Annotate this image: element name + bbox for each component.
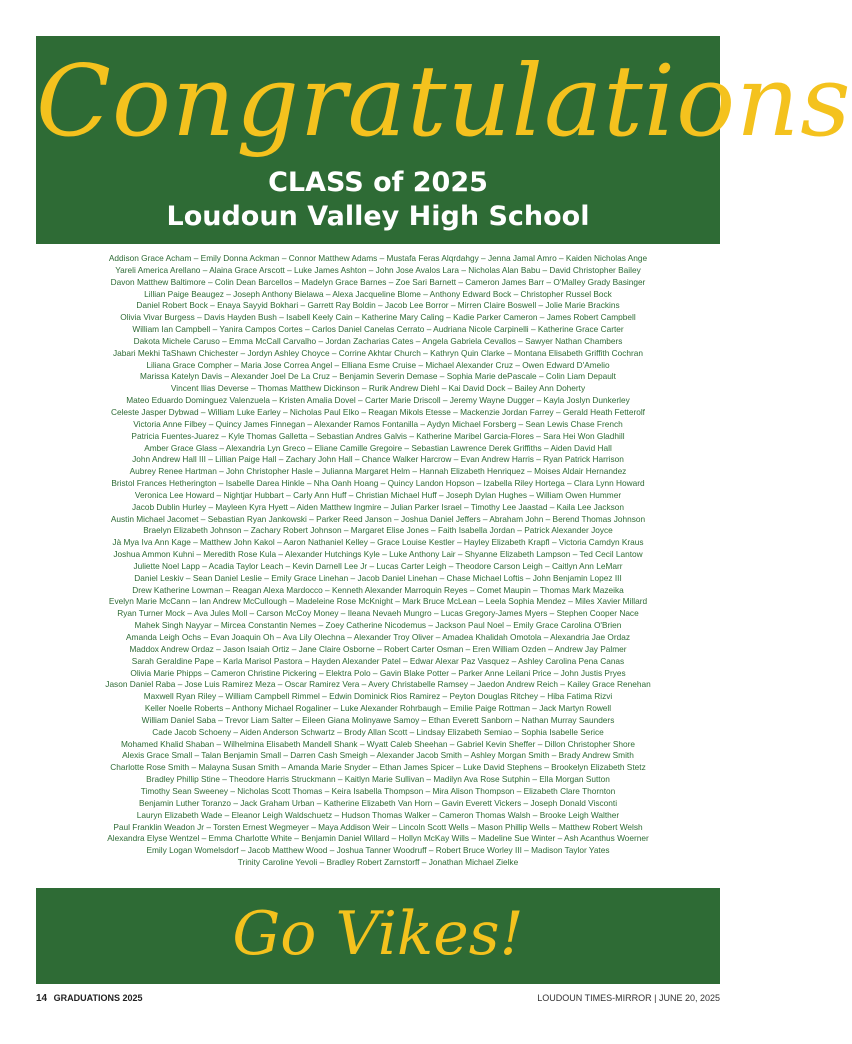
name-line: Jacob Dublin Hurley – Mayleen Kyra Hyett – Aiden Matthew Ingmire – Julian Parker Israel – Timothy Lee Jaastad – Kaila Lee Jackson xyxy=(131,501,625,512)
name-line: Juliette Noel Lapp – Acadia Taylor Leach – Kevin Darnell Lee Jr – Lucas Carter Leigh – Theodore Carson Leigh – Caitlyn Ann LeMarr xyxy=(133,560,623,571)
name-line: Jabari Mekhi TaShawn Chichester – Jordyn Ashley Choyce – Corrine Akhtar Church – Kathryn Quin Clarke – Montana Elisabeth Griffith Cochran xyxy=(112,347,644,358)
go-vikes-slogan: Go Vikes! xyxy=(232,899,524,969)
name-line: Dakota Michele Caruso – Emma McCall Carvalho – Jordan Zacharias Cates – Angela Gabriela Cevallos – Sawyer Nathan Chambers xyxy=(133,335,623,346)
name-line: William Ian Campbell – Yanira Campos Cortes – Carlos Daniel Canelas Cerrato – Audriana Nicole Carpinelli – Katherine Grace Carter xyxy=(132,324,624,335)
name-line: Davon Matthew Baltimore – Colin Dean Barcellos – Madelyn Grace Barnes – Zoe Sari Barnett – Cameron James Barr – O'Malley Grady Basinger xyxy=(110,276,646,287)
header-banner xyxy=(36,36,852,244)
name-line: Austin Michael Jacomet – Sebastian Ryan Jankowski – Parker Reed Janson – Joshua Daniel Jeffers – Abraham John – Berend Thomas Johnson xyxy=(110,513,646,524)
name-line: Bradley Phillip Stine – Theodore Harris Struckmann – Kaitlyn Marie Sullivan – Madilyn Ava Rose Sutphin – Ella Morgan Sutton xyxy=(146,774,610,785)
graduate-names-list xyxy=(36,253,720,869)
name-line: Alexis Grace Small – Talan Benjamin Small – Darren Cash Smeigh – Alexander Jacob Smith – Ashley Morgan Smith – Brady Andrew Smith xyxy=(122,750,634,761)
name-line: Maddox Andrew Ordaz – Jason Isaiah Ortiz – Jane Claire Osborne – Robert Carter Osman – Eren William Ozden – Andrew Jay Palmer xyxy=(129,643,627,654)
name-line: Daniel Robert Bock – Enaya Sayyid Bokhari – Garrett Ray Boldin – Jacob Lee Borror – Mirren Claire Boswell – Jolie Marie Brackins xyxy=(136,300,620,311)
name-line: Ryan Turner Mock – Ava Jules Moll – Carson McCoy Money – Ileana Nevaeh Mungro – Lucas Gregory-James Myers – Stephen Cooper Nace xyxy=(117,608,639,619)
name-line: Joshua Ammon Kuhni – Meredith Rose Kula – Alexander Hutchings Kyle – Luke Anthony Lair – Shyanne Elizabeth Lampson – Ted Cecil Lantow xyxy=(113,549,643,560)
name-line: Maxwell Ryan Riley – William Campbell Rimmel – Edwin Dominick Rios Ramirez – Peyton Douglas Ritchey – Hiba Fatima Rizvi xyxy=(143,691,613,702)
name-line: Veronica Lee Howard – Nightjar Hubbart – Carly Ann Huff – Christian Michael Huff – Joseph Dylan Hughes – William Owen Hummer xyxy=(134,489,622,500)
name-line: Mateo Eduardo Dominguez Valenzuela – Kristen Amalia Dovel – Carter Marie Driscoll – Jeremy Wayne Dugger – Kayla Joslyn Dunkerley xyxy=(126,395,630,406)
name-line: Evelyn Marie McCann – Ian Andrew McCullough – Madeleine Rose McKnight – Mark Bruce McLean – Leela Sophia Mendez – Miles Xavier Millard xyxy=(108,596,648,607)
name-line: Charlotte Rose Smith – Malayna Susan Smith – Amanda Marie Snyder – Ethan James Spicer – Luke David Stephens – Brookelyn Elizabeth Stetz xyxy=(110,762,646,773)
name-line: William Daniel Saba – Trevor Liam Salter – Eileen Giana Molinyawe Samoy – Ethan Everett Sanborn – Nathan Murray Saunders xyxy=(141,714,615,725)
congratulations-title: Congratulations xyxy=(36,45,852,159)
school-name: Loudoun Valley High School xyxy=(166,201,590,232)
name-line: Yareli America Arellano – Alaina Grace Arscott – Luke James Ashton – John Jose Avalos Lara – Nicholas Alan Babu – David Christopher Bailey xyxy=(115,264,641,275)
page-folio xyxy=(36,993,143,1004)
name-line: Addison Grace Acham – Emily Donna Ackman – Connor Matthew Adams – Mustafa Feras Alqrdahgy – Jenna Jamal Amro – Kaiden Nicholas Ange xyxy=(108,253,648,263)
name-line: Cade Jacob Schoeny – Aiden Anderson Schwartz – Brody Allan Scott – Lindsay Elizabeth Semiao – Sophia Isabelle Serice xyxy=(152,726,604,737)
publication-line: LOUDOUN TIMES-MIRROR | JUNE 20, 2025 xyxy=(537,993,720,1003)
name-line: Benjamin Luther Toranzo – Jack Graham Urban – Katherine Elizabeth Van Horn – Gavin Everett Vickers – Joseph Donald Visconti xyxy=(138,797,618,808)
name-line: Trinity Caroline Yevoli – Bradley Robert Zarnstorff – Jonathan Michael Zielke xyxy=(237,857,519,868)
name-line: Daniel Leskiv – Sean Daniel Leslie – Emily Grace Linehan – Jacob Daniel Linehan – Chase Michael Loftis – John Benjamin Lopez III xyxy=(134,572,622,583)
name-line: Mohamed Khalid Shaban – Wilhelmina Elisabeth Mandell Shank – Wyatt Caleb Sheehan – Gabriel Kevin Sheffer – Dillon Christopher Shore xyxy=(120,738,635,749)
name-line: Celeste Jasper Dybwad – William Luke Earley – Nicholas Paul Elko – Reagan Mikols Etesse – Mackenzie Jordan Farrey – Gerald Heath Fetterolf xyxy=(110,406,645,417)
footer-banner xyxy=(36,888,720,984)
section-name: GRADUATIONS 2025 xyxy=(53,993,143,1003)
name-line: Olivia Vivar Burgess – Davis Hayden Bush – Isabell Keely Cain – Katherine Mary Caling – Kadie Parker Cameron – James Robert Campbell xyxy=(120,312,636,323)
name-line: Olivia Marie Phipps – Cameron Christine Pickering – Elektra Polo – Gavin Blake Potter – Parker Anne Leilani Price – John Justis Pryes xyxy=(130,667,626,678)
name-line: Victoria Anne Filbey – Quincy James Finnegan – Alexander Ramos Fontanilla – Aydyn Michael Forsberg – Sean Lewis Chase French xyxy=(133,418,623,429)
name-line: John Andrew Hall III – Lillian Paige Hall – Zachary John Hall – Chance Walker Harcrow – Evan Andrew Harris – Ryan Patrick Harrison xyxy=(132,454,624,465)
name-line: Amanda Leigh Ochs – Evan Joaquin Oh – Ava Lily Olechna – Alexander Troy Oliver – Amadea Khalidah Omotola – Alexandria Jae Ordaz xyxy=(126,632,630,642)
name-line: Drew Katherine Lowman – Reagan Alexa Mardocco – Kenneth Alexander Marroquin Reyes – Comet Maupin – Thomas Mark Mazeika xyxy=(132,584,624,595)
name-line: Lillian Paige Beaugez – Joseph Anthony Bielawa – Alexa Jacqueline Blome – Anthony Edward Bock – Christopher Russel Bock xyxy=(144,288,612,299)
name-line: Aubrey Renee Hartman – John Christopher Hasle – Julianna Margaret Helm – Hannah Elizabeth Henriquez – Moises Aldair Hernandez xyxy=(129,466,627,477)
name-line: Sarah Geraldine Pape – Karla Marisol Pastora – Hayden Alexander Patel – Edwar Alexar Paz Vasquez – Ashley Carolina Pena Canas xyxy=(131,655,625,666)
name-line: Keller Noelle Roberts – Anthony Michael Rogaliner – Luke Alexander Rohrbaugh – Emilie Paige Rottman – Jack Martyn Rowell xyxy=(144,703,612,714)
name-line: Lauryn Elizabeth Wade – Eleanor Leigh Waldschuetz – Hudson Thomas Walker – Cameron Thomas Walsh – Brooke Leigh Walther xyxy=(136,809,620,820)
name-line: Jason Daniel Raba – Jose Luis Ramirez Meza – Oscar Ramirez Vera – Avery Christabelle Ramsey – Jaedon Andrew Reich – Kailey Grace Renehan xyxy=(105,679,651,690)
name-line: Liliana Grace Compher – Maria Jose Correa Angel – Elliana Esme Cruise – Michael Alexander Cruz – Owen Edward D'Amelio xyxy=(146,359,610,370)
name-line: Braelyn Elizabeth Johnson – Zachary Robert Johnson – Margaret Elise Jones – Faith Isabella Jordan – Patrick Alexander Joyce xyxy=(143,525,613,536)
name-line: Jà Mya Iva Ann Kage – Matthew John Kakol – Aaron Nathaniel Kelley – Grace Louise Kestler – Hayley Elizabeth Krapfl – Victoria Camdyn Kraus xyxy=(112,537,644,548)
name-line: Timothy Sean Sweeney – Nicholas Scott Thomas – Keira Isabella Thompson – Mira Alison Thompson – Elizabeth Clare Thornton xyxy=(140,785,616,796)
class-of-heading: CLASS of 2025 xyxy=(268,167,488,198)
name-line: Mahek Singh Nayyar – Mircea Constantin Nemes – Zoey Catherine Nicodemus – Jackson Paul Noel – Emily Grace Carolina O'Brien xyxy=(134,620,622,631)
name-line: Emily Logan Womelsdorf – Jacob Matthew Wood – Joshua Tanner Woodruff – Robert Bruce Worley III – Madison Taylor Yates xyxy=(146,845,610,856)
name-line: Vincent Ilias Deverse – Thomas Matthew Dickinson – Rurik Andrew Diehl – Kai David Dock – Bailey Ann Doherty xyxy=(170,383,586,394)
name-line: Bristol Frances Hetherington – Isabelle Darea Hinkle – Nha Oanh Hoang – Quincy Landon Hopson – Izabella Riley Hortega – Clara Lynn Howard xyxy=(111,478,645,489)
name-line: Marissa Katelyn Davis – Alexander Joel De La Cruz – Benjamin Severin Demase – Sophia Marie dePascale – Colin Liam Depault xyxy=(140,371,616,382)
name-line: Alexandra Elyse Wentzel – Emma Charlotte White – Benjamin Daniel Willard – Hollyn McKay Wills – Madeline Sue Winter – Ash Acanthus Woerner xyxy=(107,833,649,844)
page-number: 14 xyxy=(36,993,48,1004)
name-line: Amber Grace Glass – Alexandria Lyn Greco – Eliane Camille Gregoire – Sebastian Lawrence Derek Griffiths – Aiden David Hall xyxy=(144,442,612,453)
name-line: Paul Franklin Weadon Jr – Torsten Ernest Wegmeyer – Maya Addison Weir – Lincoln Scott Wells – Mason Phillip Wells – Matthew Robert Welsh xyxy=(113,821,643,832)
name-line: Patricia Fuentes-Juarez – Kyle Thomas Galletta – Sebastian Andres Galvis – Katherine Maribel Garcia-Flores – Sara Hei Won Gladhill xyxy=(131,430,625,441)
